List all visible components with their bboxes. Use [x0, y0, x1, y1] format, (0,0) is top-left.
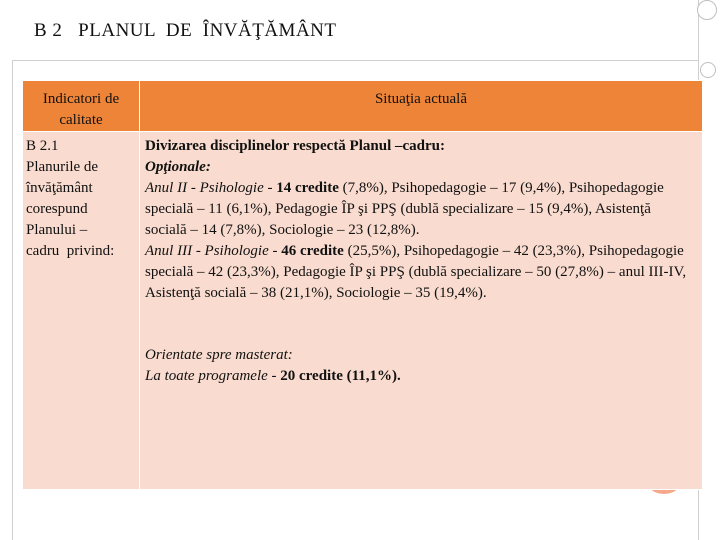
year2-main-value: 14 credite	[276, 180, 339, 196]
header-indicators: Indicatori de calitate	[23, 81, 140, 132]
masters-label: Orientate spre masterat:	[145, 347, 293, 363]
spacer	[145, 304, 696, 345]
decor-circle-mid	[700, 62, 716, 78]
page-title: B 2 PLANUL DE ÎNVĂŢĂMÂNT	[34, 20, 337, 41]
indicator-line: Planurile de	[26, 159, 99, 175]
frame-top-line	[12, 60, 698, 61]
year2-paragraph	[145, 178, 696, 241]
indicator-line: învăţământ	[26, 180, 93, 196]
year2-rest: (7,8%), Psihopedagogie – 17 (9,4%), Psihopedagogie specială – 11 (6,1%), Pedagogie ÎP şi PPŞ (dublă specializare – 15 (9,4%), Asistenţă socială – 14 (7,8%), Sociologie – 23 (12,8%).	[145, 180, 664, 238]
all-programs-label: La toate programele -	[145, 368, 281, 384]
all-programs-value: 20 credite	[280, 368, 343, 384]
indicator-line: Planului –	[26, 222, 88, 238]
frame-left-line	[12, 60, 13, 540]
indicator-code: B 2.1	[26, 138, 59, 154]
table-row	[23, 132, 703, 490]
situation-heading: Divizarea disciplinelor respectă Planul –cadru:	[145, 138, 445, 154]
table-header-row	[23, 81, 703, 132]
indicator-cell	[23, 132, 140, 490]
year3-rest: (25,5%), Psihopedagogie – 42 (23,3%), Psihopedagogie specială – 42 (23,3%), Pedagogie ÎP şi PPŞ (dublă specializare – 50 (27,8%) – anul III-IV, Asistenţă socială – 38 (21,1%), Sociologie – 35 (19,4%).	[145, 243, 687, 301]
year3-paragraph	[145, 241, 696, 304]
header-situation: Situaţia actuală	[140, 81, 703, 132]
decor-circle-top	[697, 0, 717, 20]
year3-main-value: 46 credite	[281, 243, 344, 259]
indicator-line: corespund	[26, 201, 88, 217]
indicator-line: cadru privind:	[26, 243, 115, 259]
all-programs-rest: (11,1%).	[342, 368, 401, 384]
all-programs-paragraph	[145, 366, 696, 387]
year3-label: Anul III - Psihologie -	[145, 243, 282, 259]
year2-label: Anul II - Psihologie -	[145, 180, 277, 196]
situation-cell	[140, 132, 703, 490]
optionals-label: Opţionale:	[145, 159, 211, 175]
curriculum-table	[22, 80, 703, 490]
